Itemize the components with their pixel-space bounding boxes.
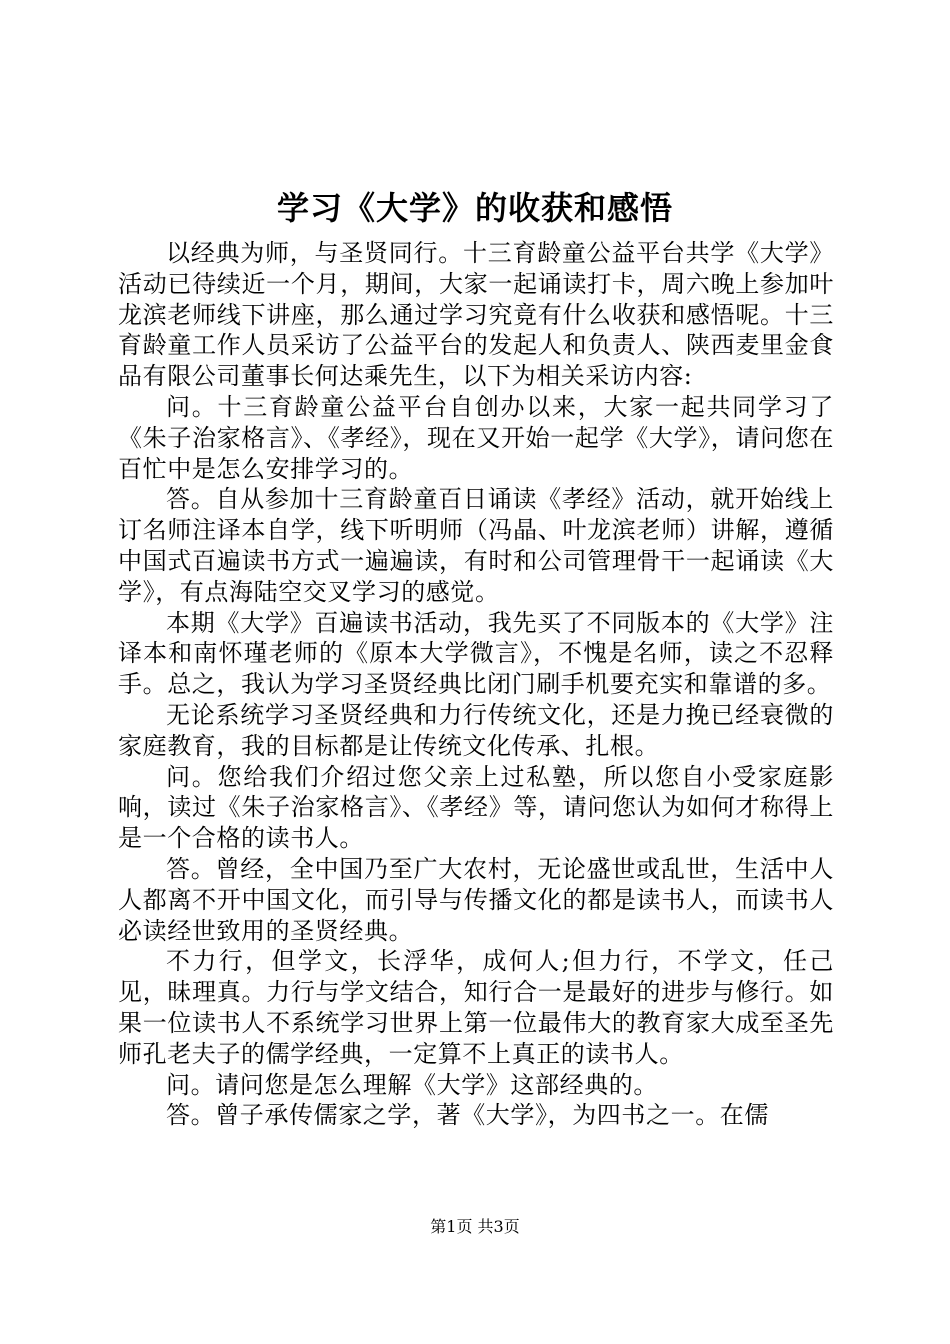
paragraph-answer-1-cont: 本期《大学》百遍读书活动，我先买了不同版本的《大学》注译本和南怀瑾老师的《原本大学微言》，不愧是名师，读之不忍释手。总之，我认为学习圣贤经典比闭门刷手机要充实和靠谱的多。: [118, 608, 834, 699]
paragraph-question-1: 问。十三育龄童公益平台自创办以来，大家一起共同学习了《朱子治家格言》、《孝经》，现在又开始一起学《大学》，请问您在百忙中是怎么安排学习的。: [118, 392, 834, 483]
paragraph-answer-2: 答。曾经，全中国乃至广大农村，无论盛世或乱世，生活中人人都离不开中国文化，而引导与传播文化的都是读书人，而读书人必读经世致用的圣贤经典。: [118, 854, 834, 945]
paragraph-answer-1-goal: 无论系统学习圣贤经典和力行传统文化，还是力挽已经衰微的家庭教育，我的目标都是让传统文化传承、扎根。: [118, 700, 834, 760]
paragraph-answer-2-cont: 不力行，但学文，长浮华，成何人;但力行，不学文，任己见，昧理真。力行与学文结合，知行合一是最好的进步与修行。如果一位读书人不系统学习世界上第一位最伟大的教育家大成至圣先师孔老夫子的儒学经典，一定算不上真正的读书人。: [118, 947, 834, 1068]
paragraph-question-2: 问。您给我们介绍过您父亲上过私塾，所以您自小受家庭影响，读过《朱子治家格言》、《孝经》等，请问您认为如何才称得上是一个合格的读书人。: [118, 762, 834, 853]
paragraph-question-3: 问。请问您是怎么理解《大学》这部经典的。: [166, 1070, 658, 1099]
paragraph-intro: 以经典为师，与圣贤同行。十三育龄童公益平台共学《大学》活动已待续近一个月，期间，大家一起诵读打卡，周六晚上参加叶龙滨老师线下讲座，那么通过学习究竟有什么收获和感悟呢。十三育龄童工作人员采访了公益平台的发起人和负责人、陕西麦里金食品有限公司董事长何达乘先生，以下为相关采访内容:: [118, 239, 834, 391]
paragraph-answer-1: 答。自从参加十三育龄童百日诵读《孝经》活动，就开始线上订名师注译本自学，线下听明师（冯晶、叶龙滨老师）讲解，遵循中国式百遍读书方式一遍遍读，有时和公司管理骨干一起诵读《大学》，有点海陆空交叉学习的感觉。: [118, 485, 834, 606]
page-footer: 第1页 共3页: [430, 1217, 520, 1236]
document-body: [118, 238, 834, 1131]
document-title: 学习《大学》的收获和感悟: [276, 189, 673, 227]
paragraph-answer-3: 答。曾子承传儒家之学，著《大学》，为四书之一。在儒: [166, 1101, 769, 1130]
